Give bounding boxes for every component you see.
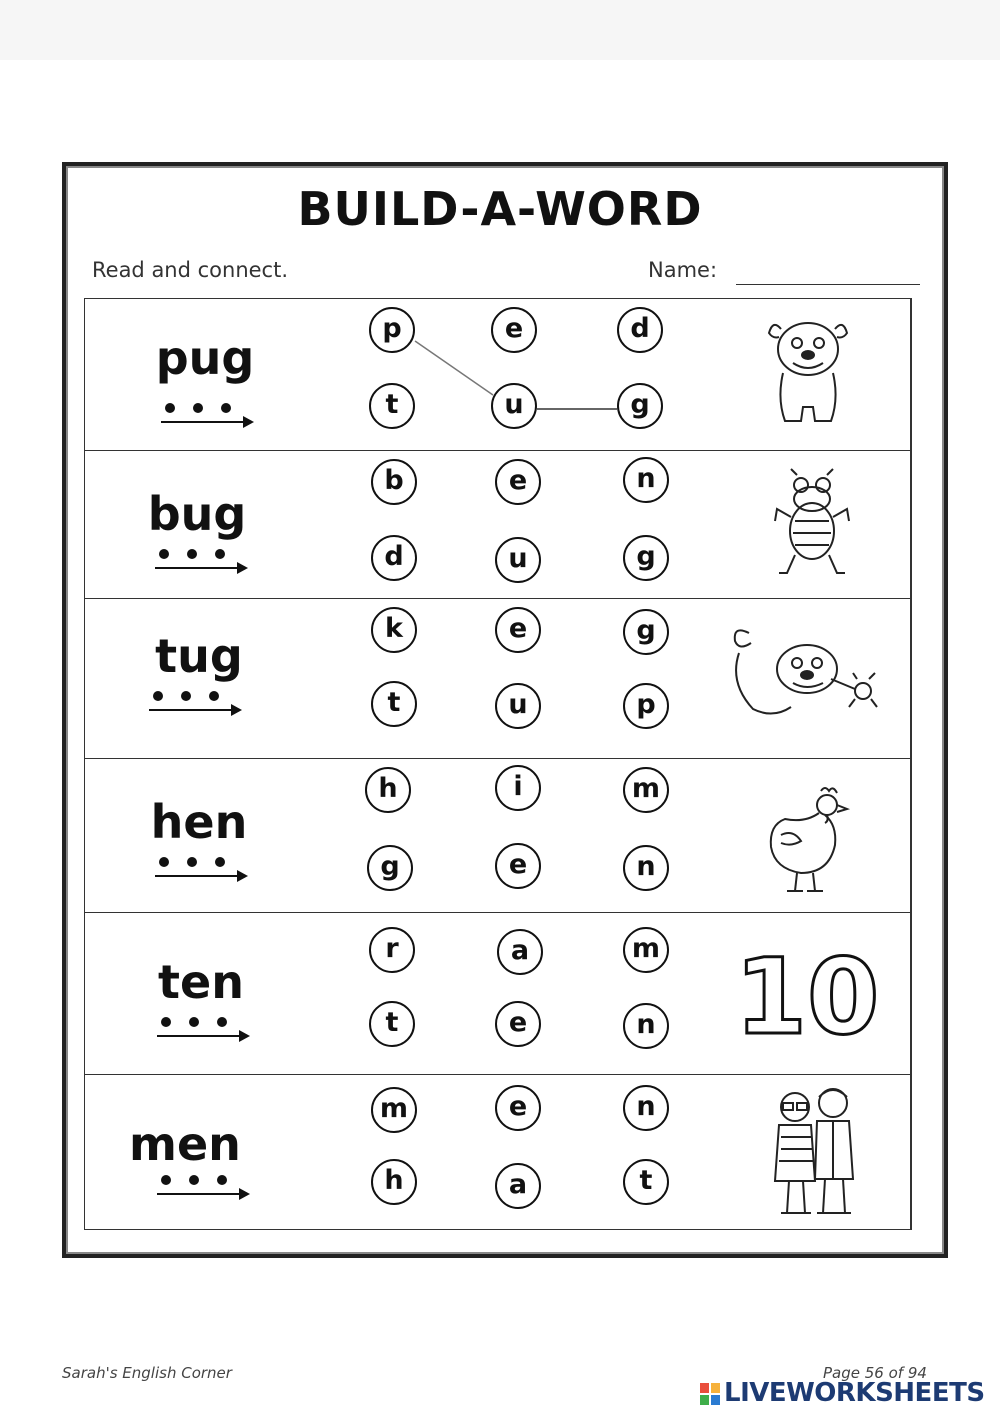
- sound-dot: [187, 857, 197, 867]
- word-row-bug: [85, 451, 910, 599]
- liveworksheets-badge-icon: [700, 1383, 720, 1405]
- letter-circle[interactable]: h: [365, 767, 411, 813]
- letter-circle[interactable]: p: [623, 683, 669, 729]
- sound-dot: [161, 1175, 171, 1185]
- letter-circle[interactable]: i: [495, 765, 541, 811]
- name-input-line[interactable]: [736, 284, 920, 285]
- sound-dot: [187, 549, 197, 559]
- page-top-shade: [0, 0, 1000, 60]
- sound-dots-arrow: [157, 1171, 257, 1201]
- number-ten-icon: [734, 936, 880, 1058]
- arrow-line: [157, 1035, 241, 1037]
- target-word: pug: [155, 331, 255, 385]
- sound-dots-arrow: [155, 545, 255, 575]
- letter-circle[interactable]: t: [369, 1001, 415, 1047]
- letter-circle[interactable]: m: [371, 1087, 417, 1133]
- sound-dot: [189, 1175, 199, 1185]
- sound-dots-arrow: [155, 853, 255, 883]
- letter-circle[interactable]: e: [495, 459, 541, 505]
- letter-circle[interactable]: g: [623, 535, 669, 581]
- letter-circle[interactable]: d: [617, 307, 663, 353]
- letter-circle[interactable]: m: [623, 767, 669, 813]
- footer-page-number: Page 56 of 94: [823, 1364, 927, 1382]
- sound-dots-arrow: [161, 399, 261, 429]
- letter-circle[interactable]: d: [371, 535, 417, 581]
- letter-circle[interactable]: e: [495, 1085, 541, 1131]
- letter-circle[interactable]: m: [623, 927, 669, 973]
- letter-circle[interactable]: p: [369, 307, 415, 353]
- sound-dot: [161, 1017, 171, 1027]
- letter-circle[interactable]: n: [623, 1003, 669, 1049]
- letter-circle[interactable]: t: [369, 383, 415, 429]
- letter-circle[interactable]: u: [491, 383, 537, 429]
- sound-dot: [189, 1017, 199, 1027]
- dog-tugging-icon: [729, 623, 893, 723]
- name-label: Name:: [648, 258, 718, 282]
- worksheet-title: BUILD-A-WORD: [297, 182, 703, 236]
- arrow-line: [161, 421, 245, 423]
- instruction-text: Read and connect.: [92, 258, 289, 282]
- letter-circle[interactable]: e: [495, 1001, 541, 1047]
- word-row-hen: [85, 759, 910, 913]
- liveworksheets-wordmark: LIVEWORKSHEETS: [724, 1378, 985, 1408]
- sound-dot: [153, 691, 163, 701]
- sound-dots-arrow: [157, 1013, 257, 1043]
- letter-circle[interactable]: e: [495, 607, 541, 653]
- sound-dot: [217, 1017, 227, 1027]
- picture-ten-label: 10: [734, 936, 880, 1058]
- arrow-right-icon: [239, 1188, 250, 1200]
- sound-dots-arrow: [149, 687, 249, 717]
- letter-circle[interactable]: e: [491, 307, 537, 353]
- liveworksheets-logo[interactable]: [700, 1378, 996, 1410]
- letter-circle[interactable]: g: [623, 609, 669, 655]
- arrow-right-icon: [237, 870, 248, 882]
- letter-circle[interactable]: n: [623, 845, 669, 891]
- sound-dot: [159, 857, 169, 867]
- sound-dot: [217, 1175, 227, 1185]
- letter-circle[interactable]: g: [617, 383, 663, 429]
- letter-circle[interactable]: h: [371, 1159, 417, 1205]
- letter-circle[interactable]: n: [623, 1085, 669, 1131]
- target-word: bug: [147, 487, 247, 541]
- sound-dot: [215, 857, 225, 867]
- target-word: hen: [150, 795, 248, 849]
- letter-circle[interactable]: t: [623, 1159, 669, 1205]
- letter-circle[interactable]: k: [371, 607, 417, 653]
- sound-dot: [159, 549, 169, 559]
- target-word: men: [129, 1117, 241, 1171]
- two-men-icon: [767, 1085, 863, 1219]
- arrow-right-icon: [237, 562, 248, 574]
- word-row-ten: [85, 913, 910, 1075]
- letter-circle[interactable]: n: [623, 457, 669, 503]
- letter-circle[interactable]: a: [497, 929, 543, 975]
- letter-circle[interactable]: g: [367, 845, 413, 891]
- word-row-tug: [85, 599, 910, 759]
- sound-dot: [193, 403, 203, 413]
- arrow-line: [149, 709, 233, 711]
- letter-circle[interactable]: r: [369, 927, 415, 973]
- letter-circle[interactable]: a: [495, 1163, 541, 1209]
- word-rows: [84, 298, 912, 1230]
- pug-dog-icon: [767, 315, 849, 427]
- arrow-line: [155, 875, 239, 877]
- sound-dot: [215, 549, 225, 559]
- letter-circle[interactable]: u: [495, 537, 541, 583]
- footer-author: Sarah's English Corner: [62, 1364, 232, 1382]
- word-row-men: [85, 1075, 910, 1229]
- letter-circle[interactable]: t: [371, 681, 417, 727]
- hen-icon: [765, 785, 851, 897]
- letter-circle[interactable]: b: [371, 459, 417, 505]
- arrow-right-icon: [231, 704, 242, 716]
- arrow-line: [157, 1193, 241, 1195]
- sound-dot: [209, 691, 219, 701]
- word-row-pug: [85, 299, 910, 451]
- arrow-line: [155, 567, 239, 569]
- sound-dot: [221, 403, 231, 413]
- letter-circle[interactable]: e: [495, 843, 541, 889]
- arrow-right-icon: [243, 416, 254, 428]
- sound-dot: [165, 403, 175, 413]
- sound-dot: [181, 691, 191, 701]
- connect-line: [415, 341, 493, 395]
- bug-icon: [771, 469, 853, 581]
- target-word: tug: [155, 629, 243, 683]
- target-word: ten: [158, 955, 244, 1009]
- letter-circle[interactable]: u: [495, 683, 541, 729]
- arrow-right-icon: [239, 1030, 250, 1042]
